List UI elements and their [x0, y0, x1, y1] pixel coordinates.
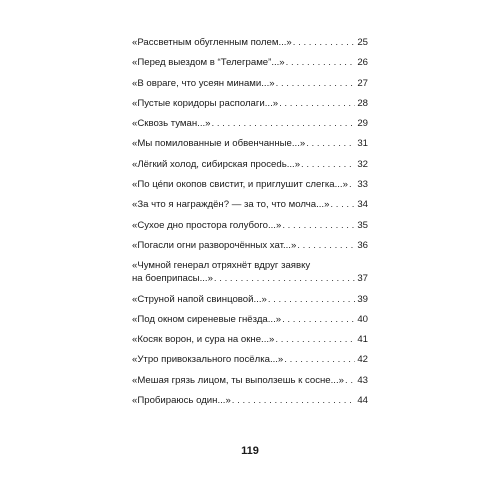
toc-entry — [132, 98, 368, 110]
toc-entry — [132, 78, 368, 90]
toc-entry — [132, 294, 368, 306]
toc-entry — [132, 375, 368, 387]
toc-entry-title: «Сквозь туман...» — [132, 118, 211, 130]
toc-entry-page: 25 — [357, 37, 368, 48]
dot-leader — [232, 395, 355, 407]
toc-entry — [132, 37, 368, 49]
toc-entry-page: 42 — [357, 354, 368, 366]
dot-leader — [301, 159, 355, 171]
toc-entry — [132, 395, 368, 407]
dot-leader — [306, 138, 355, 150]
toc-entry-title: «Пробираюсь один...» — [132, 395, 231, 407]
toc-entry-page: 43 — [357, 374, 368, 386]
toc-entry-title: «По це́пи окопов свистит, и приглушит слегка...» — [132, 179, 348, 191]
toc-entry-page: 26 — [357, 57, 368, 69]
toc-entry — [132, 314, 368, 326]
toc-entry-title: «Косяк ворон, и сура на окне...» — [132, 334, 275, 346]
toc-entry — [132, 220, 368, 232]
toc-entry-title: «Мешая грязь лицом, ты выползешь к сосне...» — [132, 374, 344, 386]
dot-leader — [349, 179, 355, 191]
toc-entry-page: 34 — [357, 199, 368, 211]
table-of-contents — [132, 37, 368, 415]
toc-entry-page: 39 — [357, 293, 368, 305]
toc-entry — [132, 354, 368, 366]
dot-leader — [345, 375, 355, 387]
toc-entry-page: 27 — [357, 77, 368, 89]
toc-entry — [132, 334, 368, 346]
toc-entry-title: «Под окном сиреневые гнёзда...» — [132, 313, 282, 325]
toc-entry-title: «Пустые коридоры располаги...» — [132, 97, 279, 109]
dot-leader — [279, 98, 355, 110]
dot-leader — [297, 240, 355, 252]
toc-entry-page: 29 — [357, 118, 368, 130]
toc-entry — [132, 240, 368, 252]
toc-entry-page: 31 — [357, 138, 368, 150]
toc-entry — [132, 260, 368, 285]
toc-entry-page: 35 — [357, 219, 368, 231]
toc-entry-title-line2: на боеприпасы...» — [132, 273, 213, 285]
dot-leader — [275, 334, 355, 346]
toc-entry-title-line1: «Чумной генерал отряхнёт вдруг заявку — [132, 260, 311, 272]
toc-entry-page: 32 — [357, 158, 368, 170]
toc-entry-title: «Утро привокзального посёлка...» — [132, 354, 284, 366]
page-number: 119 — [241, 445, 259, 457]
toc-entry — [132, 199, 368, 211]
dot-leader — [276, 78, 355, 90]
dot-leader — [214, 273, 355, 285]
toc-entry-page: 36 — [357, 239, 368, 251]
toc-entry-page: 44 — [357, 395, 368, 407]
toc-entry — [132, 138, 368, 150]
dot-leader — [282, 220, 355, 232]
toc-entry-title: «За что я награждён? — за то, что молча...» — [132, 199, 330, 211]
toc-entry-page: 40 — [357, 313, 368, 325]
toc-entry — [132, 57, 368, 69]
dot-leader — [286, 57, 355, 69]
toc-entry-title: «Сухое дно простора голубого...» — [132, 219, 282, 231]
dot-leader — [284, 354, 355, 366]
dot-leader — [330, 199, 355, 211]
toc-entry-title: «В овраге, что усеян минами...» — [132, 77, 275, 89]
toc-entry-title: «Лёгкий холод, сибирская просedь...» — [132, 158, 301, 170]
toc-entry — [132, 118, 368, 130]
toc-entry-title: «Мы помилованные и обвенчанные...» — [132, 138, 306, 150]
dot-leader — [268, 294, 355, 306]
toc-entry-page: 37 — [357, 273, 368, 285]
dot-leader — [293, 37, 355, 49]
toc-entry-title: «Рассветным обугленным полем...» — [132, 37, 292, 48]
toc-entry — [132, 179, 368, 191]
toc-entry — [132, 159, 368, 171]
toc-entry-page: 41 — [357, 334, 368, 346]
toc-entry-title: «Погасли огни разворочённых хат...» — [132, 239, 297, 251]
dot-leader — [212, 118, 356, 130]
dot-leader — [282, 314, 355, 326]
toc-entry-page: 33 — [357, 179, 368, 191]
toc-entry-page: 28 — [357, 97, 368, 109]
toc-entry-title: «Струной напой свинцовой...» — [132, 293, 267, 305]
toc-entry-title: «Перед выездом в “Телеграме”...» — [132, 57, 285, 69]
